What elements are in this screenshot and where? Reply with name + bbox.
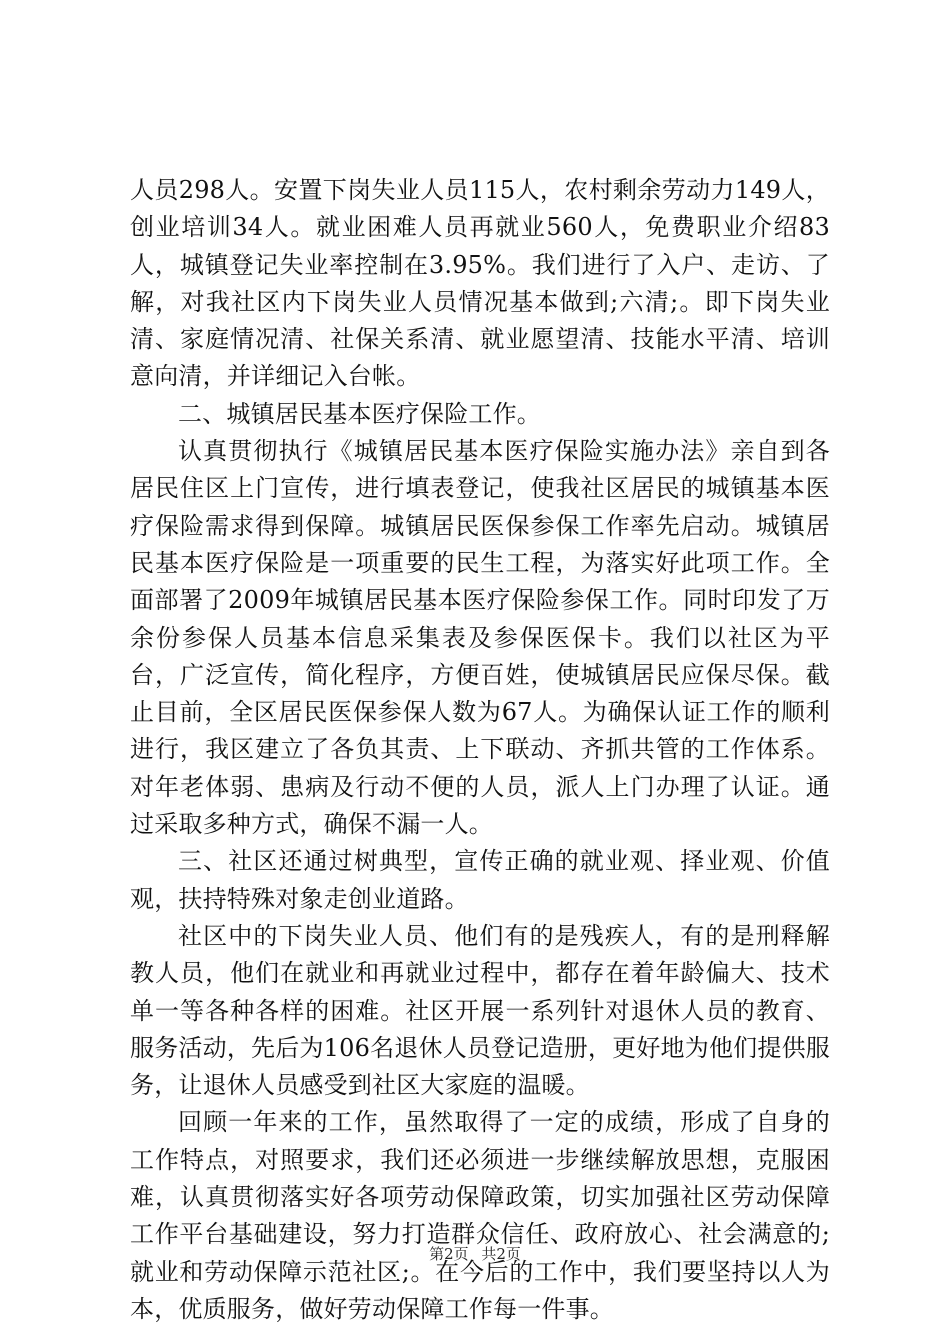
page-number-current: 第2页 (429, 1245, 469, 1263)
page-number-total: 共2页 (481, 1245, 521, 1263)
paragraph-retiree-services: 社区中的下岗失业人员、他们有的是残疾人，有的是刑释解教人员，他们在就业和再就业过程中，都存在着年龄偏大、技术单一等各种各样的困难。社区开展一系列针对退休人员的教育、服务活动，先后为106名退休人员登记造册，更好地为他们提供服务，让退休人员感受到社区大家庭的温暖。 (130, 921, 830, 1100)
page-footer (0, 1244, 950, 1264)
paragraph-medical-insurance: 认真贯彻执行《城镇居民基本医疗保险实施办法》亲自到各居民住区上门宣传，进行填表登记，使我社区居民的城镇基本医疗保险需求得到保障。城镇居民医保参保工作率先启动。城镇居民基本医疗保险是一项重要的民生工程，为落实好此项工作。全面部署了2009年城镇居民基本医疗保险参保工作。同时印发了万余份参保人员基本信息采集表及参保医保卡。我们以社区为平台，广泛宣传，简化程序，方便百姓，使城镇居民应保尽保。截止目前，全区居民医保参保人数为67人。为确保认证工作的顺利进行，我区建立了各负其责、上下联动、齐抓共管的工作体系。对年老体弱、患病及行动不便的人员，派人上门办理了认证。通过采取多种方式，确保不漏一人。 (130, 437, 830, 839)
section-heading-medical-insurance: 二、城镇居民基本医疗保险工作。 (178, 399, 541, 428)
section-heading-role-models: 三、社区还通过树典型，宣传正确的就业观、择业观、价值观，扶持特殊对象走创业道路。 (130, 847, 830, 913)
document-body (130, 172, 830, 1328)
paragraph-employment-stats: 人员298人。安置下岗失业人员115人，农村剩余劳动力149人，创业培训34人。就业困难人员再就业560人，免费职业介绍83人，城镇登记失业率控制在3.95%。我们进行了入户、走访、了解，对我社区内下岗失业人员情况基本做到;六清;。即下岗失业清、家庭情况清、社保关系清、就业愿望清、技能水平清、培训意向清，并详细记入台帐。 (130, 176, 830, 391)
paragraph-summary: 回顾一年来的工作，虽然取得了一定的成绩，形成了自身的工作特点，对照要求，我们还必须进一步继续解放思想，克服困难，认真贯彻落实好各项劳动保障政策，切实加强社区劳动保障工作平台基础建设，努力打造群众信任、政府放心、社会满意的;就业和劳动保障示范社区;。在今后的工作中，我们要坚持以人为本，优质服务，做好劳动保障工作每一件事。 (130, 1108, 830, 1323)
